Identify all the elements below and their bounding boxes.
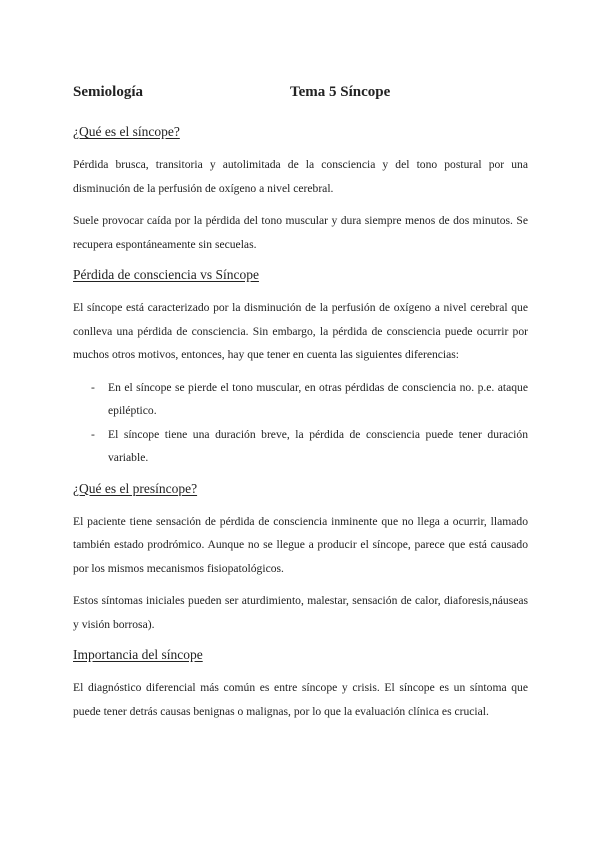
paragraph: Pérdida brusca, transitoria y autolimitada de la consciencia y del tono postural por una disminución de la perfusión de oxígeno a nivel cerebral.: [73, 158, 528, 195]
section-heading: ¿Qué es el presíncope?: [73, 480, 198, 496]
section-heading: Pérdida de consciencia vs Síncope: [73, 267, 259, 282]
list-item: [73, 423, 528, 470]
paragraph: El síncope está caracterizado por la disminución de la perfusión de oxígeno a nivel cerebral que conlleva una pérdida de consciencia. Sin embargo, la pérdida de consciencia puede ocurrir por muchos otros motivos, entonces, hay que tener en cuenta las siguientes diferencias:: [73, 301, 528, 361]
list-item: [73, 376, 528, 423]
list-item-text: En el síncope se pierde el tono muscular, en otras pérdidas de consciencia no. p.e. ataque epiléptico.: [108, 380, 528, 417]
section-what-is-presyncope: [73, 479, 528, 637]
dash-bullet: -: [91, 380, 95, 394]
section-consciousness-vs-syncope: [73, 265, 528, 470]
section-syncope-importance: [73, 645, 528, 723]
section-heading: ¿Qué es el síncope?: [73, 124, 180, 139]
dash-bullet: -: [91, 427, 95, 441]
paragraph: El diagnóstico diferencial más común es entre síncope y crisis. El síncope es un síntoma que puede tener detrás causas benignas o malignas, por lo que la evaluación clínica es crucial.: [73, 681, 528, 718]
paragraph: Estos síntomas iniciales pueden ser aturdimiento, malestar, sensación de calor, diaforesis,náuseas y visión borrosa).: [73, 594, 528, 631]
document-page: [73, 84, 528, 732]
section-heading: Importancia del síncope: [73, 647, 203, 662]
paragraph: El paciente tiene sensación de pérdida de consciencia inminente que no llega a ocurrir, llamado también estado prodrómico. Aunque no se llegue a producir el síncope, parece que está causado por los mismos mecanismos fisiopatológicos.: [73, 514, 528, 575]
document-header: [73, 84, 528, 108]
paragraph: Suele provocar caída por la pérdida del tono muscular y dura siempre menos de dos minutos. Se recupera espontáneamente sin secuelas.: [73, 214, 528, 251]
list-item-text: El síncope tiene una duración breve, la pérdida de consciencia puede tener duración variable.: [108, 427, 528, 464]
difference-list: [73, 376, 528, 470]
subject-title: Semiología: [73, 84, 143, 100]
topic-title: Tema 5 Síncope: [290, 84, 391, 100]
section-what-is-syncope: [73, 122, 528, 256]
